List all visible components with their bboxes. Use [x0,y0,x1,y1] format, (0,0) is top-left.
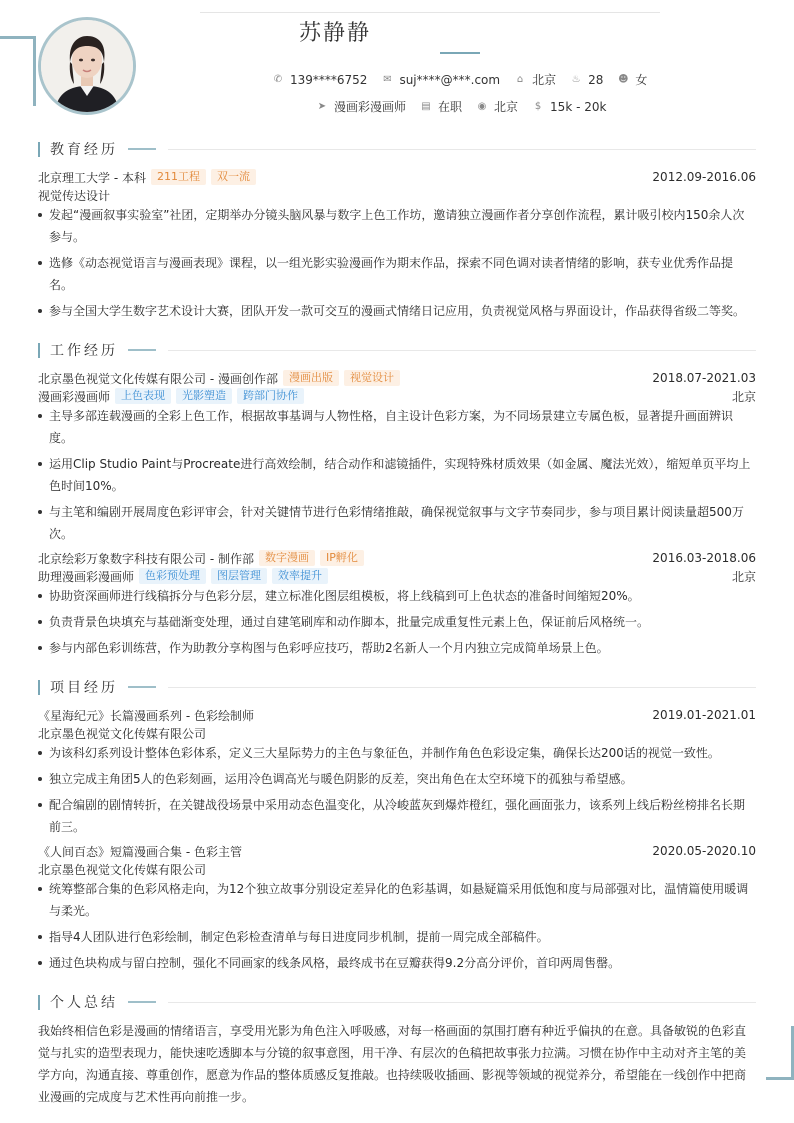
skill-tag: 上色表现 [115,388,171,404]
skill-tag: 光影塑造 [176,388,232,404]
project-company: 北京墨色视觉文化传媒有限公司 [38,862,207,877]
list-item: 发起“漫画叙事实验室”社团，定期举办分镜头脑风暴与数字上色工作坊，邀请独立漫画作者分享创作流程，累计吸引校内150余人次参与。 [38,204,756,248]
list-item: 选修《动态视觉语言与漫画表现》课程，以一组光影实验漫画作为期末作品，探索不同色调对读者情绪的影响，获专业优秀作品提名。 [38,252,756,296]
info-item [381,73,500,87]
list-item: 主导多部连载漫画的全彩上色工作，根据故事基调与人物性格，自主设计色彩方案，为不同场景建立专属色板，显著提升画面辨识度。 [38,405,756,449]
list-item: 运用Clip Studio Paint与Procreate进行高效绘制，结合动作和滤镜插件，实现特殊材质效果（如金属、魔法光效），缩短单页平均上色时间10%。 [38,453,756,497]
major: 视觉传达设计 [38,188,111,203]
skill-tag: 色彩预处理 [139,568,206,584]
list-item: 为该科幻系列设计整体色彩体系，定义三大星际势力的主色与象征色，并制作角色色彩设定集，确保长达200话的视觉一致性。 [38,742,756,764]
section-title: 个人总结 [50,995,118,1011]
education-header [38,168,756,186]
list-item: 负责背景色块填充与基础渐变处理，通过自建笔刷库和动作脚本，批量完成重复性元素上色，保证前后风格统一。 [38,611,756,633]
info-text: 漫画彩漫画师 [334,100,407,114]
company-name: 北京墨色视觉文化传媒有限公司 - 漫画创作部 [38,371,278,386]
list-item: 参与全国大学生数字艺术设计大赛，团队开发一款可交互的漫画式情绪日记应用，负责视觉风格与界面设计，作品获得省级二等奖。 [38,300,756,322]
info-text: 139****6752 [290,72,368,87]
info-text: 在职 [438,100,463,114]
school-name: 北京理工大学 - 本科 [38,170,146,185]
info-item [272,73,367,87]
project-name: 《人间百态》短篇漫画合集 - 色彩主管 [38,844,242,859]
major-row [38,186,756,204]
mail-icon: ✉ [383,74,392,85]
info-text: 北京 [494,100,519,114]
corner-decoration-bottom-right [766,1026,794,1080]
info-text: suj****@***.com [399,72,501,87]
info-text: 女 [635,73,648,87]
job-role: 漫画彩漫画师 [38,389,111,404]
info-text: 15k - 20k [550,99,607,114]
info-item [617,71,647,88]
salary-icon: $ [534,101,542,112]
job-role: 助理漫画彩漫画师 [38,569,135,584]
project-company-row [38,860,756,878]
list-item: 统筹整部合集的色彩风格走向，为12个独立故事分别设定差异化的色彩基调，如悬疑篇采用低饱和度与局部强对比，温情篇使用暖调与柔光。 [38,878,756,922]
project-header [38,842,756,860]
skill-tag: 效率提升 [272,568,328,584]
section-work [38,341,756,359]
info-text: 北京 [532,73,557,87]
location-icon: ◉ [477,101,487,112]
name-underline [440,52,480,54]
phone-icon: ✆ [273,74,283,85]
skill-tag: 跨部门协作 [237,388,304,404]
list-item: 指导4人团队进行色彩绘制，制定色彩检查清单与每日进度同步机制，提前一周完成全部稿件。 [38,926,756,948]
list-item: 配合编剧的剧情转折，在关键战役场景中采用动态色温变化，从冷峻蓝灰到爆炸橙红，强化画面张力，该系列上线后粉丝榜排名长期前三。 [38,794,756,838]
project-name: 《星海纪元》长篇漫画系列 - 色彩绘制师 [38,708,254,723]
home-icon: ⌂ [516,74,524,85]
tag: 数字漫画 [259,550,315,566]
job-city: 北京 [731,569,756,584]
candidate-name: 苏静静 [298,21,371,46]
section-education [38,140,756,158]
avatar [38,17,136,115]
project-header [38,706,756,724]
gender-icon: ☻ [618,74,629,85]
info-item [532,100,606,114]
corner-decoration-top-left [0,36,36,106]
list-item: 独立完成主角团5人的色彩刻画，运用冷色调高光与暖色阴影的反差，突出角色在太空环境下的孤独与希望感。 [38,768,756,790]
cake-icon: ♨ [571,74,581,85]
date-range: 2020.05-2020.10 [652,844,756,858]
section-title: 项目经历 [50,680,118,696]
job-header [38,549,756,567]
list-item: 参与内部色彩训练营，作为助教分享构图与色彩呼应技巧，帮助2名新人一个月内独立完成简单场景上色。 [38,637,756,659]
tag: 211工程 [151,169,206,185]
list-item: 与主笔和编剧开展周度色彩评审会，针对关键情节进行色彩情绪推敲，确保视觉叙事与文字节奏同步，参与项目累计阅读量超500万次。 [38,501,756,545]
date-range: 2019.01-2021.01 [652,708,756,722]
skill-tag: 图层管理 [211,568,267,584]
job-role-row [38,387,756,405]
project-company-row [38,724,756,742]
tag: 漫画出版 [283,370,339,386]
date-range: 2018.07-2021.03 [652,371,756,385]
date-range: 2012.09-2016.06 [652,170,756,184]
job-role-row [38,567,756,585]
section-title: 教育经历 [50,142,118,158]
portrait-photo [41,20,133,112]
info-item [476,98,518,115]
list-item: 协助资深画师进行线稿拆分与色彩分层，建立标准化图层组模板，将上线稿到可上色状态的准备时间缩短20%。 [38,585,756,607]
info-item [570,73,603,87]
company-name: 北京绘彩万象数字科技有限公司 - 制作部 [38,551,254,566]
tag: 视觉设计 [344,370,400,386]
info-item [316,98,406,115]
info-item [514,71,556,88]
project-company: 北京墨色视觉文化传媒有限公司 [38,726,207,741]
top-divider [200,12,660,13]
contact-info-row [272,71,661,88]
info-item [420,98,462,115]
job-city: 北京 [731,389,756,404]
send-icon: ➤ [317,101,327,112]
section-summary [38,993,756,1011]
tag: 双一流 [211,169,256,185]
job-info-row [316,98,620,115]
list-item: 通过色块构成与留白控制，强化不同画家的线条风格，最终成书在豆瓣获得9.2分高分评价，首印两周售罄。 [38,952,756,974]
job-header [38,369,756,387]
section-projects [38,678,756,696]
date-range: 2016.03-2018.06 [652,551,756,565]
info-text: 28 [588,72,604,87]
summary-text: 我始终相信色彩是漫画的情绪语言，享受用光影为角色注入呼吸感，对每一格画面的氛围打磨有种近乎偏执的在意。具备敏锐的色彩直觉与扎实的造型表现力，能快速吃透脚本与分镜的叙事意图，用干净、有层次的色稿把故事张力拉满。习惯在协作中主动对齐主笔的美学方向，沟通直接、尊重创作，愿意为作品的整体质感反复推敲。也持续吸收插画、影视等领域的视觉养分，希望能在一线创作中把商业漫画的完成度与艺术性再向前推一步。 [38,1024,747,1104]
section-title: 工作经历 [50,343,118,359]
briefcase-icon: ▤ [421,101,431,112]
tag: IP孵化 [320,550,364,566]
